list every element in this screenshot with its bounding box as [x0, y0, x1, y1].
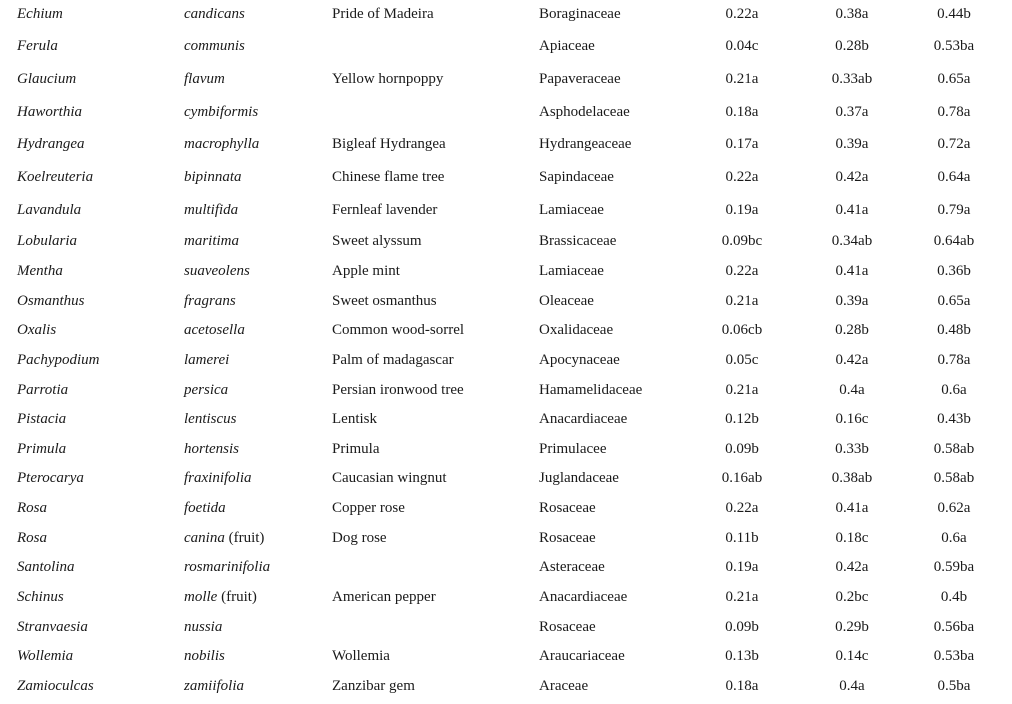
genus-cell: Pterocarya: [17, 470, 84, 486]
genus-cell: Koelreuteria: [17, 169, 94, 185]
genus-cell: Wollemia: [17, 648, 74, 664]
value-cell-3: 0.62a: [937, 500, 971, 516]
family-cell: Papaveraceae: [539, 71, 621, 87]
family-cell: Asteraceae: [539, 559, 605, 575]
species-name: rosmarinifolia: [184, 559, 271, 575]
table-row: [0, 379, 1012, 401]
value-cell-2: 0.37a: [835, 104, 869, 120]
value-cell-1: 0.05c: [725, 352, 759, 368]
value-cell-3: 0.58ab: [933, 470, 975, 486]
genus-cell: Osmanthus: [17, 293, 85, 309]
value-cell-3: 0.65a: [937, 71, 971, 87]
value-cell-1: 0.17a: [725, 136, 759, 152]
value-cell-2: 0.33b: [835, 441, 869, 457]
common-name-cell: Dog rose: [332, 530, 387, 546]
species-cell: [184, 166, 242, 188]
value-cell-1: 0.19a: [725, 202, 759, 218]
value-cell-3: 0.44b: [937, 6, 971, 22]
value-cell-3: 0.43b: [937, 411, 971, 427]
table-row: [0, 319, 1012, 341]
genus-cell: Echium: [17, 6, 63, 22]
family-cell: Asphodelaceae: [539, 104, 630, 120]
species-cell: [184, 556, 270, 578]
value-cell-3: 0.48b: [937, 322, 971, 338]
species-cell: [184, 290, 236, 312]
genus-cell: Pachypodium: [17, 352, 100, 368]
family-cell: Lamiaceae: [539, 202, 604, 218]
table-row: [0, 675, 1012, 697]
species-cell: [184, 438, 239, 460]
value-cell-2: 0.41a: [835, 202, 869, 218]
genus-cell: Mentha: [17, 263, 63, 279]
value-cell-2: 0.28b: [835, 38, 869, 54]
genus-cell: Rosa: [17, 530, 47, 546]
value-cell-3: 0.78a: [937, 104, 971, 120]
family-cell: Anacardiaceae: [539, 589, 628, 605]
family-cell: Rosaceae: [539, 619, 596, 635]
family-cell: Oxalidaceae: [539, 322, 614, 338]
table-row: [0, 35, 1012, 57]
value-cell-1: 0.09bc: [721, 233, 763, 249]
species-cell: [184, 3, 245, 25]
family-cell: Boraginaceae: [539, 6, 621, 22]
species-name: bipinnata: [184, 169, 242, 185]
genus-cell: Schinus: [17, 589, 64, 605]
value-cell-1: 0.09b: [725, 441, 759, 457]
value-cell-1: 0.18a: [725, 678, 759, 694]
value-cell-2: 0.16c: [835, 411, 869, 427]
genus-cell: Santolina: [17, 559, 75, 575]
value-cell-2: 0.2bc: [835, 589, 869, 605]
species-qualifier: (fruit): [224, 530, 265, 546]
value-cell-2: 0.38ab: [831, 470, 873, 486]
species-cell: [184, 68, 225, 90]
common-name-cell: Palm of madagascar: [332, 352, 454, 368]
value-cell-1: 0.21a: [725, 71, 759, 87]
genus-cell: Haworthia: [17, 104, 83, 120]
species-name: candicans: [184, 6, 245, 22]
species-cell: [184, 408, 237, 430]
species-name: fragrans: [184, 293, 236, 309]
value-cell-3: 0.56ba: [933, 619, 975, 635]
genus-cell: Hydrangea: [17, 136, 85, 152]
value-cell-3: 0.6a: [941, 530, 967, 546]
table-row: [0, 3, 1012, 25]
table-row: [0, 438, 1012, 460]
family-cell: Rosaceae: [539, 530, 596, 546]
species-cell: [184, 527, 264, 549]
value-cell-1: 0.16ab: [721, 470, 763, 486]
genus-cell: Ferula: [17, 38, 58, 54]
value-cell-1: 0.04c: [725, 38, 759, 54]
value-cell-3: 0.64a: [937, 169, 971, 185]
value-cell-1: 0.06cb: [721, 322, 763, 338]
common-name-cell: Zanzibar gem: [332, 678, 415, 694]
value-cell-1: 0.21a: [725, 293, 759, 309]
family-cell: Rosaceae: [539, 500, 596, 516]
family-cell: Apocynaceae: [539, 352, 620, 368]
table-row: [0, 101, 1012, 123]
species-cell: [184, 260, 250, 282]
value-cell-3: 0.59ba: [933, 559, 975, 575]
value-cell-2: 0.41a: [835, 500, 869, 516]
family-cell: Brassicaceae: [539, 233, 617, 249]
value-cell-3: 0.36b: [937, 263, 971, 279]
species-name: suaveolens: [184, 263, 250, 279]
family-cell: Araucariaceae: [539, 648, 625, 664]
table-row: [0, 556, 1012, 578]
common-name-cell: American pepper: [332, 589, 436, 605]
common-name-cell: Persian ironwood tree: [332, 382, 464, 398]
table-row: [0, 408, 1012, 430]
family-cell: Lamiaceae: [539, 263, 604, 279]
species-name: fraxinifolia: [184, 470, 252, 486]
species-cell: [184, 319, 245, 341]
species-cell: [184, 379, 228, 401]
species-name: canina: [184, 530, 225, 546]
table-row: [0, 68, 1012, 90]
species-name: flavum: [184, 71, 225, 87]
value-cell-2: 0.38a: [835, 6, 869, 22]
value-cell-1: 0.18a: [725, 104, 759, 120]
species-cell: [184, 133, 259, 155]
species-name: maritima: [184, 233, 240, 249]
common-name-cell: Fernleaf lavender: [332, 202, 438, 218]
genus-cell: Rosa: [17, 500, 47, 516]
common-name-cell: Chinese flame tree: [332, 169, 445, 185]
value-cell-1: 0.13b: [725, 648, 759, 664]
value-cell-2: 0.42a: [835, 559, 869, 575]
family-cell: Anacardiaceae: [539, 411, 628, 427]
common-name-cell: Sweet osmanthus: [332, 293, 437, 309]
table-row: [0, 616, 1012, 638]
species-cell: [184, 230, 239, 252]
table-row: [0, 133, 1012, 155]
value-cell-2: 0.14c: [835, 648, 869, 664]
family-cell: Apiaceae: [539, 38, 595, 54]
value-cell-1: 0.12b: [725, 411, 759, 427]
species-name: foetida: [184, 500, 226, 516]
genus-cell: Oxalis: [17, 322, 57, 338]
value-cell-1: 0.22a: [725, 500, 759, 516]
family-cell: Hamamelidaceae: [539, 382, 643, 398]
table-row: [0, 290, 1012, 312]
value-cell-1: 0.22a: [725, 169, 759, 185]
value-cell-2: 0.39a: [835, 136, 869, 152]
species-cell: [184, 586, 257, 608]
value-cell-1: 0.21a: [725, 589, 759, 605]
species-name: communis: [184, 38, 245, 54]
family-cell: Araceae: [539, 678, 589, 694]
value-cell-3: 0.64ab: [933, 233, 975, 249]
table-row: [0, 260, 1012, 282]
value-cell-1: 0.09b: [725, 619, 759, 635]
value-cell-1: 0.21a: [725, 382, 759, 398]
value-cell-3: 0.58ab: [933, 441, 975, 457]
table-row: [0, 527, 1012, 549]
genus-cell: Lobularia: [17, 233, 78, 249]
species-cell: [184, 645, 225, 667]
species-cell: [184, 467, 252, 489]
family-cell: Sapindaceae: [539, 169, 614, 185]
common-name-cell: Apple mint: [332, 263, 400, 279]
value-cell-1: 0.19a: [725, 559, 759, 575]
value-cell-2: 0.33ab: [831, 71, 873, 87]
genus-cell: Pistacia: [17, 411, 67, 427]
species-name: hortensis: [184, 441, 240, 457]
table-row: [0, 166, 1012, 188]
species-name: acetosella: [184, 322, 245, 338]
genus-cell: Lavandula: [17, 202, 82, 218]
species-cell: [184, 199, 238, 221]
species-name: zamiifolia: [184, 678, 245, 694]
genus-cell: Zamioculcas: [17, 678, 94, 694]
species-name: nobilis: [184, 648, 225, 664]
value-cell-3: 0.6a: [941, 382, 967, 398]
value-cell-3: 0.4b: [940, 589, 968, 605]
value-cell-1: 0.11b: [725, 530, 759, 546]
value-cell-2: 0.42a: [835, 352, 869, 368]
common-name-cell: Wollemia: [332, 648, 390, 664]
species-cell: [184, 35, 245, 57]
species-name: multifida: [184, 202, 239, 218]
species-name: macrophylla: [184, 136, 260, 152]
family-cell: Oleaceae: [539, 293, 594, 309]
table-row: [0, 586, 1012, 608]
value-cell-3: 0.53ba: [933, 648, 975, 664]
common-name-cell: Primula: [332, 441, 380, 457]
species-name: lentiscus: [184, 411, 237, 427]
value-cell-2: 0.42a: [835, 169, 869, 185]
common-name-cell: Copper rose: [332, 500, 405, 516]
species-cell: [184, 616, 222, 638]
value-cell-2: 0.28b: [835, 322, 869, 338]
value-cell-2: 0.4a: [839, 678, 865, 694]
species-name: cymbiformis: [184, 104, 259, 120]
common-name-cell: Common wood-sorrel: [332, 322, 465, 338]
table-row: [0, 497, 1012, 519]
common-name-cell: Yellow hornpoppy: [332, 71, 444, 87]
common-name-cell: Sweet alyssum: [332, 233, 422, 249]
value-cell-3: 0.72a: [937, 136, 971, 152]
species-qualifier: (fruit): [217, 589, 257, 605]
value-cell-3: 0.53ba: [933, 38, 975, 54]
value-cell-2: 0.29b: [835, 619, 869, 635]
value-cell-2: 0.41a: [835, 263, 869, 279]
species-name: molle: [184, 589, 218, 605]
value-cell-2: 0.4a: [839, 382, 865, 398]
species-cell: [184, 675, 244, 697]
common-name-cell: Bigleaf Hydrangea: [332, 136, 446, 152]
common-name-cell: Pride of Madeira: [332, 6, 434, 22]
value-cell-3: 0.79a: [937, 202, 971, 218]
table-row: [0, 199, 1012, 221]
value-cell-2: 0.18c: [835, 530, 869, 546]
value-cell-2: 0.39a: [835, 293, 869, 309]
family-cell: Hydrangeaceae: [539, 136, 632, 152]
value-cell-3: 0.65a: [937, 293, 971, 309]
genus-cell: Glaucium: [17, 71, 77, 87]
species-name: persica: [184, 382, 229, 398]
common-name-cell: Lentisk: [332, 411, 377, 427]
table-row: [0, 645, 1012, 667]
family-cell: Juglandaceae: [539, 470, 619, 486]
species-cell: [184, 497, 226, 519]
value-cell-1: 0.22a: [725, 6, 759, 22]
genus-cell: Parrotia: [17, 382, 69, 398]
species-name: lamerei: [184, 352, 230, 368]
value-cell-3: 0.78a: [937, 352, 971, 368]
family-cell: Primulacee: [539, 441, 607, 457]
value-cell-3: 0.5ba: [937, 678, 971, 694]
table-row: [0, 349, 1012, 371]
common-name-cell: Caucasian wingnut: [332, 470, 447, 486]
species-name: nussia: [184, 619, 223, 635]
table-row: [0, 467, 1012, 489]
value-cell-1: 0.22a: [725, 263, 759, 279]
value-cell-2: 0.34ab: [831, 233, 873, 249]
genus-cell: Primula: [17, 441, 67, 457]
genus-cell: Stranvaesia: [17, 619, 88, 635]
species-cell: [184, 349, 229, 371]
table-row: [0, 230, 1012, 252]
species-cell: [184, 101, 258, 123]
